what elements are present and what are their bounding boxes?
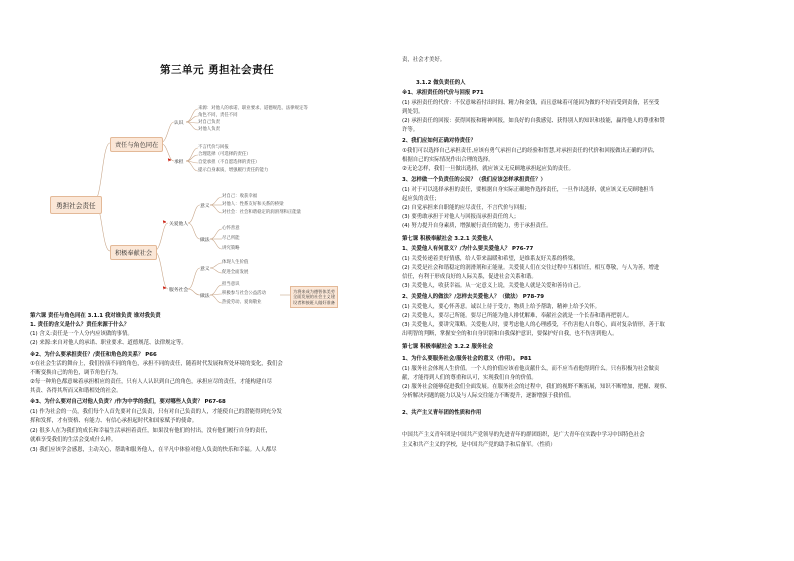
question: ※3、为什么要对自己对他人负责？/作为中学的我们，要对哪些人负责？ P67-68 bbox=[30, 399, 226, 405]
section-heading: 3.1.2 做负责任的人 bbox=[416, 80, 466, 86]
mindmap-leaf: 热爱劳动、爱岗敬业 bbox=[222, 300, 262, 305]
mindmap-branch-role-responsibility: 责任与角色同在 bbox=[110, 137, 163, 152]
mindmap-leaf: 对自己：收获幸福 bbox=[222, 194, 258, 199]
answer-line: (1) 对于可以选择承担的责任，要根据自身实际正确地作选择责任，一旦作出选择，就应该义无反顾地担当 bbox=[402, 187, 654, 193]
answer-line: ①在社会生活的舞台上，我们扮演不同的角色，承担不同的责任，随着时代发展和所处环境的变化，我们会 bbox=[30, 361, 283, 367]
question: ※2、为什么要承担责任？/责任和角色的关系？ P66 bbox=[30, 352, 157, 358]
mindmap-leaf: 提示自身素质，增强履行责任的能力 bbox=[198, 168, 269, 173]
lesson-heading: 第六课 责任与角色同在 3.1.1 我对谁负责 谁对我负责 bbox=[30, 313, 161, 319]
mindmap-label-fuwu: 服务社会 bbox=[169, 288, 189, 293]
mindmap-note-box: 为将来成为德智体美劳全面发展的社会主义建设者和接班人做好准备 bbox=[290, 286, 338, 308]
answer-line: 中国共产主义青年团是中国共产党领导的先进青年的群团组织，是广大青年在实践中学习中国特色社会 bbox=[402, 432, 645, 438]
question: ※1、承担责任的代价与回报 P71 bbox=[402, 90, 484, 96]
question: 1、为什么要服务社会/服务社会的意义（作用）。 P81 bbox=[402, 356, 532, 362]
answer-line: 献，才能得到人们的尊重和认可，实现我们自身的价值。 bbox=[402, 375, 537, 381]
answer-line: 根据自己的实际情况作出合理的选择。 bbox=[402, 157, 494, 163]
mindmap-leaf: 积极参与社会公益活动 bbox=[222, 291, 266, 296]
mindmap-leaf: 尽己所能 bbox=[222, 236, 240, 241]
answer-line: ②无论怎样，我们一旦做出选择，就应该义无反顾地承担起应负的责任。 bbox=[402, 166, 574, 172]
answer-line: 主义和共产主义的学校，是中国共产党的助手和后备军。（性质） bbox=[402, 442, 556, 448]
mindmap-leaf: 对社会：社会和谐稳定的润滑剂和正能量 bbox=[222, 210, 302, 215]
answer-line: (2) 关爱他人，要尽己所能。要尽已所能为他人排忧解难，奉献社会就是一个长春和谐再把别人。 bbox=[402, 313, 633, 319]
mindmap-leaf: 对他人：性系友好和关系的桥梁 bbox=[222, 202, 284, 207]
answer-line: (3) 关爱他人，要讲究策略。关爱他人时，要考虑他人的心理感受，不伤害他人自尊心，面对复杂情形，善于取 bbox=[402, 322, 665, 328]
mindmap-leaf: 不言代价与回报 bbox=[198, 145, 229, 150]
mindmap-root: 勇担社会责任 bbox=[50, 196, 102, 214]
answer-line: 不断变换自己的角色，调节角色行为。 bbox=[30, 370, 122, 376]
mindmap-leaf: 合理选择（可选择的责任） bbox=[198, 152, 251, 157]
mindmap-label-chengdan: 承担 bbox=[174, 160, 184, 165]
answer-line: (1) 服务社会体现人生价值。一个人的价值应该看他贡献什么，而不应当看他得到什么。只有积极为社会做贡 bbox=[402, 366, 660, 372]
mindmap-leaf: 讲究策略 bbox=[222, 246, 240, 251]
answer-line: 其责、各得其所而又和谐相处的社会。 bbox=[30, 388, 122, 394]
mindmap-leaf: 体现人生价值 bbox=[222, 260, 249, 265]
flag-icon: ⚑ bbox=[162, 220, 167, 226]
mindmap-label-yiyi: 意义 bbox=[200, 204, 210, 209]
mindmap-leaf: 自觉承担（不自愿选择的责任） bbox=[198, 160, 260, 165]
answer-line: 许等。 bbox=[402, 127, 419, 133]
answer-line: 信任，有利于形成良好的人际关系，促进社会关系和谐。 bbox=[402, 274, 537, 280]
mindmap-branch-serve-society: 积极奉献社会 bbox=[110, 245, 157, 260]
mindmap-label-zuofa: 做法 bbox=[200, 294, 210, 299]
answer-line: (2) 自觉承担来自职能的应尽责任，不言代价与回报； bbox=[402, 205, 530, 211]
flag-icon: ⚑ bbox=[162, 286, 167, 292]
answer-line: (3) 要勇敢承担于对他人与回报而承担责任的人； bbox=[402, 214, 520, 220]
answer-line: (2) 来源:来自对他人的承诺、职业要求、道德规范、法律规定等。 bbox=[30, 340, 187, 346]
mindmap-leaf: 促进全面发展 bbox=[222, 270, 249, 275]
answer-line: (4) 努力提升自身素质，增强履行责任的能力，勇于承担责任。 bbox=[402, 223, 552, 229]
answer-line: (1) 关爱传递着美好情感，给人带来温暖和希望，是维系友好关系的桥梁。 bbox=[402, 256, 579, 262]
mindmap-leaf: 来源：对他人的承诺、职业要求、道德规范、法律规定等 bbox=[198, 106, 308, 111]
mindmap-label-yiyi: 意义 bbox=[200, 267, 210, 272]
answer-line: (3) 我们应该学会感恩，主动关心，帮助和服务他人，在平凡中体验对他人负责的快乐和幸福。人人都尽 bbox=[30, 447, 277, 453]
question: 3、怎样做一个负责任的公民？（我们应该怎样承担责任？） bbox=[402, 177, 546, 183]
mindmap-leaf: 对自己负责 bbox=[198, 120, 220, 125]
question: 1、关爱他人有何意义？/为什么要关爱他人？ P76-77 bbox=[402, 246, 534, 252]
mindmap-label-renshi: 认识 bbox=[174, 121, 184, 126]
flag-icon: ⚑ bbox=[167, 158, 172, 164]
answer-line: (2) 很多人在为我们的成长和幸福生活承担着责任，如果没有他们的付出，没有他们履行自身的责任， bbox=[30, 428, 272, 434]
question: 2、共产主义青年团的性质和作用 bbox=[402, 410, 482, 416]
lesson-heading: 第七课 积极奉献社会 3.2.1 关爱他人 bbox=[402, 236, 494, 242]
mindmap-label-guanai: 关爱他人 bbox=[169, 222, 189, 227]
answer-line: ②每一种角色都意味着承担相应的责任，只有人人认识到自己的角色，承担应尽的责任，才能构建自尽 bbox=[30, 379, 273, 385]
answer-line: 起应负的责任； bbox=[402, 196, 440, 202]
answer-line: 责，社会才美好。 bbox=[402, 57, 446, 63]
mind-map bbox=[50, 88, 350, 308]
question: 1. 责任的含义是什么？责任来源于什么？ bbox=[30, 322, 130, 328]
answer-line: ①我们可以选择自己承担责任,应该有勇气承担自己的经验和智慧,对承担责任的代价和回报做出正确的评估, bbox=[402, 148, 655, 154]
answer-line: (2) 承担责任的回报：获得回报和精神回报，如良好的自我感觉、获得别人的知识和技能，赢得他人的尊重和赞 bbox=[402, 118, 665, 124]
answer-line: 分析解决问题的能力以及与人际交往能力不断提升，逐渐增强于我价值。 bbox=[402, 393, 575, 399]
answer-line: (3) 关爱他人，收获幸福。从一定意义上说，关爱他人就是关爱和善待自己。 bbox=[402, 283, 584, 289]
answer-line: 就难享受我们的生活会变成什么样。 bbox=[30, 437, 117, 443]
unit-title: 第三单元 勇担社会责任 bbox=[160, 64, 275, 76]
mindmap-leaf: 角色不同，责任不同 bbox=[198, 113, 238, 118]
mindmap-label-zuofa: 做法 bbox=[200, 238, 210, 243]
question: 2、我们应如何正确对待责任？ bbox=[402, 138, 476, 144]
answer-line: 挥和发挥，才有资格、有能力、有信心承担起时代和国家赋予的使命。 bbox=[30, 418, 198, 424]
answer-line: (1) 承担责任的代价：不仅意味着付出时间、精力和金钱，而且意味着可能因为做的不好而受到责备，甚至受 bbox=[402, 100, 660, 106]
answer-line: 到处罚。 bbox=[402, 109, 424, 115]
lesson-heading: 第七课 积极奉献社会 3.2.2 服务社会 bbox=[402, 344, 494, 350]
mindmap-leaf: 心怀善意 bbox=[222, 226, 240, 231]
answer-line: (1) 关爱他人，要心怀善意。诚以上待于受方，物质上给予帮助，精神上给予关怀。 bbox=[402, 304, 601, 310]
answer-line: (2) 关爱是社会和谐稳定的润滑剂和正能量。关爱使人们在交往过程中互相信任，相互尊敬，与人为善，增进 bbox=[402, 265, 660, 271]
answer-line: (1) 作为社会的一员，我们每个人首先要对自己负责，只有对自己负责的人，才能使自己的潜能得到充分发 bbox=[30, 409, 282, 415]
question: 2、关爱他人的做法？/怎样去关爱他人？（做法） P78-79 bbox=[402, 294, 544, 300]
mindmap-leaf: 对他人负责 bbox=[198, 127, 220, 132]
answer-line: (2) 服务社会能够促进我们全面发展。在服务社会的过程中，我们的视野不断拓展，知识不断增加，把握、观察、 bbox=[402, 384, 671, 390]
answer-line: (1) 含义:责任是一个人分内应该做的事情。 bbox=[30, 331, 133, 337]
mindmap-leaf: 担当意识 bbox=[222, 282, 240, 287]
answer-line: 出明智的判断，掌握安全的和自身识别和自我保护意识，要保护好自我，也不伤害到他人。 bbox=[402, 331, 618, 337]
